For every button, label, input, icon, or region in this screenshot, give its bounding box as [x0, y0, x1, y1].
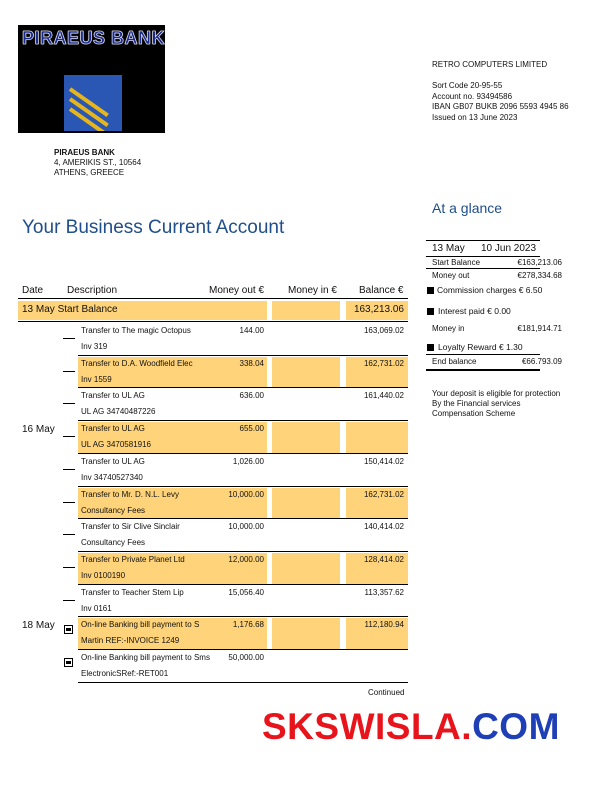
bill-payment-icon	[64, 625, 73, 634]
start-balance-value: 163,213.06	[353, 304, 404, 315]
transaction-money-out: 655.00	[239, 424, 264, 434]
glance-interest: Interest paid € 0.00	[438, 306, 511, 316]
money-in-highlight	[272, 553, 340, 584]
glance-note-2: By the Financial services	[432, 399, 521, 408]
row-rule	[78, 453, 408, 454]
row-rule	[78, 616, 408, 617]
transaction-reference: Martin REF:-INVOICE 1249	[81, 636, 180, 646]
transaction-description: Transfer to UL AG	[81, 456, 145, 466]
transaction-reference: Consultancy Fees	[81, 505, 146, 515]
transaction-description: On-line Banking bill payment to Sms	[81, 653, 210, 662]
logo-mark-icon	[64, 75, 122, 131]
row-rule	[78, 420, 408, 421]
row-rule	[78, 584, 408, 585]
page-title: Your Business Current Account	[22, 217, 285, 238]
row-rule	[78, 518, 408, 519]
row-rule	[78, 682, 408, 683]
row-dash-marker	[63, 567, 75, 568]
transaction-money-out: 1,026.00	[232, 456, 264, 466]
logo-text: PIRAEUS BANK	[22, 28, 166, 48]
transaction-balance: 140,414.02	[363, 522, 404, 532]
glance-period-from: 13 May	[432, 243, 465, 254]
glance-start-value: €163,213.06	[517, 258, 562, 267]
header-balance: Balance €	[359, 285, 404, 296]
transaction-reference: Consultancy Fees	[81, 538, 146, 548]
header-description: Description	[67, 285, 118, 296]
transaction-date: 18 May	[22, 620, 55, 632]
row-dash-marker	[63, 338, 75, 339]
transaction-reference: UL AG 34740487226	[81, 407, 156, 417]
glance-loyalty: Loyalty Reward € 1.30	[438, 342, 523, 352]
glance-period-to: 10 Jun 2023	[481, 243, 537, 254]
account-number: Account no. 93494586	[432, 91, 513, 101]
balance-highlight	[346, 422, 408, 453]
transaction-description: Transfer to D.A. Woodfield Elec	[81, 358, 193, 368]
transaction-balance: 150,414.02	[363, 456, 404, 466]
glance-money-out-value: €278,334.68	[517, 271, 562, 280]
sort-code: Sort Code 20-95-55	[432, 81, 503, 90]
transaction-money-out: 12,000.00	[228, 554, 264, 564]
transaction-date: 16 May	[22, 424, 55, 436]
glance-end-rule	[426, 369, 540, 371]
transaction-reference: Inv 34740527340	[81, 472, 143, 482]
company-name: RETRO COMPUTERS LIMITED	[432, 60, 548, 69]
transaction-money-out: 10,000.00	[228, 522, 264, 532]
interest-marker-icon	[427, 308, 434, 315]
money-in-highlight	[272, 618, 340, 649]
header-rule	[18, 298, 408, 299]
watermark	[262, 706, 560, 748]
start-balance-in-bg	[272, 301, 340, 320]
row-dash-marker	[63, 403, 75, 404]
glance-top-rule	[426, 240, 540, 241]
transaction-description: Transfer to Sir Clive Sinclair	[81, 522, 180, 532]
iban: IBAN GB07 BUKB 2096 5593 4945 86	[432, 102, 569, 111]
start-balance-rule	[18, 321, 408, 322]
row-rule	[78, 551, 408, 552]
transaction-balance: 113,357.62	[364, 587, 404, 597]
glance-note-1: Your deposit is eligible for protection	[432, 389, 561, 398]
header-money-in: Money in €	[288, 285, 337, 296]
start-balance-label: 13 May Start Balance	[22, 304, 118, 315]
transaction-reference: Inv 319	[81, 342, 108, 351]
transaction-description: Transfer to Teacher Stem Lip	[81, 587, 184, 597]
continued-label: Continued	[368, 688, 405, 697]
transaction-reference: UL AG 3470581916	[81, 440, 151, 450]
transaction-balance: 162,731.02	[363, 358, 404, 368]
money-in-highlight	[272, 488, 340, 519]
glance-end-top-rule	[426, 354, 540, 355]
transaction-balance: 163,069.02	[363, 326, 404, 335]
bank-address	[54, 148, 141, 178]
row-dash-marker	[63, 436, 75, 437]
row-dash-marker	[63, 534, 75, 535]
issued-date: Issued on 13 June 2023	[432, 112, 518, 122]
glance-money-in-value: €181,914.71	[517, 324, 562, 333]
bank-address-line1: 4, AMERIKIS ST., 10564	[54, 158, 142, 167]
bank-name: PIRAEUS BANK	[54, 148, 115, 157]
glance-note-3: Compensation Scheme	[432, 409, 516, 418]
glance-period-rule	[426, 256, 540, 257]
bill-payment-icon	[64, 658, 73, 667]
transaction-money-out: 50,000.00	[228, 653, 264, 662]
bank-logo	[18, 25, 165, 133]
glance-commission: Commission charges € 6.50	[437, 285, 543, 295]
money-in-highlight	[272, 422, 340, 453]
glance-end-label: End balance	[432, 357, 477, 366]
commission-marker-icon	[427, 287, 434, 294]
transaction-money-out: 1,176.68	[232, 620, 264, 630]
account-details	[432, 81, 569, 123]
transaction-money-out: 15,056.40	[228, 587, 264, 597]
transaction-description: Transfer to Mr. D. N.L. Levy	[81, 489, 179, 499]
loyalty-marker-icon	[427, 344, 434, 351]
glance-title: At a glance	[432, 200, 503, 216]
glance-money-out-label: Money out	[432, 271, 470, 280]
glance-end-value: €66.793.09	[521, 357, 562, 366]
glance-start-label: Start Balance	[432, 258, 481, 267]
header-money-out: Money out €	[209, 285, 265, 296]
row-rule	[78, 355, 408, 356]
transaction-description: Transfer to Private Planet Ltd	[81, 554, 185, 564]
watermark-part1: SKSWISLA	[262, 706, 462, 747]
transaction-balance: 112,180.94	[364, 620, 404, 630]
header-date: Date	[22, 285, 44, 296]
row-dash-marker	[63, 600, 75, 601]
row-rule	[78, 486, 408, 487]
transaction-description: Transfer to The magic Octopus	[81, 326, 191, 335]
transaction-money-out: 144.00	[239, 326, 264, 335]
row-rule	[78, 649, 408, 650]
transaction-balance: 162,731.02	[363, 489, 404, 499]
watermark-part2: COM	[472, 706, 560, 747]
bank-address-line2: ATHENS, GREECE	[54, 168, 125, 177]
row-dash-marker	[63, 502, 75, 503]
transaction-description: Transfer to UL AG	[81, 424, 145, 434]
transaction-description: On-line Banking bill payment to S	[81, 620, 200, 630]
watermark-dot: .	[461, 706, 473, 747]
transaction-balance: 128,414.02	[363, 554, 404, 564]
glance-start-rule	[426, 268, 540, 269]
transaction-description: Transfer to UL AG	[81, 391, 145, 401]
row-dash-marker	[63, 371, 75, 372]
transaction-money-out: 10,000.00	[228, 489, 264, 499]
transaction-reference: ElectronicSRef:-RET001	[81, 669, 169, 678]
transaction-money-out: 338.04	[239, 358, 264, 368]
glance-money-in-label: Money in	[432, 324, 465, 333]
money-in-highlight	[272, 357, 340, 388]
row-dash-marker	[63, 469, 75, 470]
transaction-reference: Inv 0100190	[81, 570, 126, 580]
transaction-balance: 161,440.02	[363, 391, 404, 401]
transaction-reference: Inv 0161	[81, 603, 112, 613]
row-rule	[78, 387, 408, 388]
transaction-money-out: 636.00	[239, 391, 264, 401]
transaction-reference: Inv 1559	[81, 374, 112, 384]
